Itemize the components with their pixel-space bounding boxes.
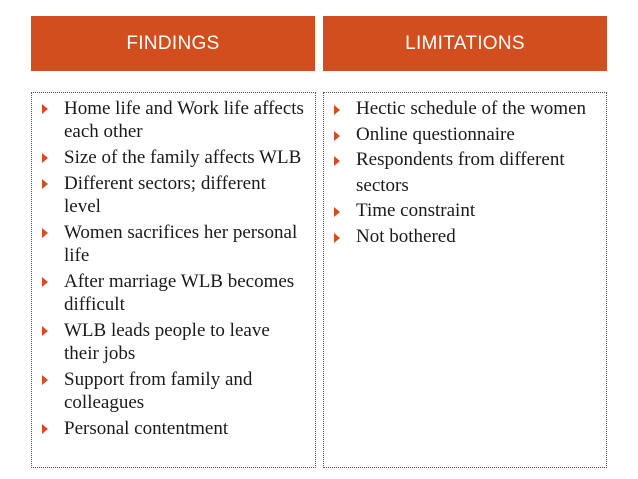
limitations-list (324, 93, 606, 249)
list-item (32, 270, 307, 316)
list-item-text: Home life and Work life affects each other (64, 98, 304, 142)
list-item (32, 172, 307, 218)
bullet-triangle-icon (42, 228, 48, 238)
list-item-text: Different sectors; different level (64, 173, 266, 217)
list-item-text: Respondents from different sectors (356, 149, 565, 196)
findings-box (31, 92, 316, 468)
list-item (32, 417, 307, 440)
list-item-text: Online questionnaire (356, 123, 515, 145)
findings-title: FINDINGS (126, 32, 220, 54)
bullet-triangle-icon (334, 233, 340, 243)
list-item (324, 147, 598, 198)
list-item (32, 146, 307, 169)
findings-list (32, 93, 315, 440)
findings-header (31, 16, 315, 71)
list-item (32, 368, 307, 414)
bullet-triangle-icon (42, 424, 48, 434)
list-item (32, 221, 307, 267)
bullet-triangle-icon (42, 153, 48, 163)
bullet-triangle-icon (42, 104, 48, 114)
limitations-header (323, 16, 607, 71)
list-item-text: Time constraint (356, 200, 476, 221)
list-item-text: Hectic schedule of the women (356, 98, 587, 119)
list-item-text: Not bothered (356, 225, 456, 247)
list-item (324, 122, 598, 148)
list-item-text: After marriage WLB becomes difficult (64, 271, 295, 315)
limitations-box (323, 92, 607, 468)
bullet-triangle-icon (42, 277, 48, 287)
list-item (324, 224, 598, 250)
bullet-triangle-icon (42, 326, 48, 336)
bullet-triangle-icon (42, 179, 48, 189)
limitations-title: LIMITATIONS (405, 32, 525, 54)
bullet-triangle-icon (334, 131, 340, 141)
list-item (32, 319, 307, 365)
list-item-text: Support from family and colleagues (64, 369, 253, 413)
list-item (32, 97, 307, 143)
bullet-triangle-icon (334, 156, 340, 166)
list-item (324, 198, 598, 224)
list-item-text: Women sacrifices her personal life (64, 222, 298, 266)
list-item-text: Personal contentment (64, 418, 229, 439)
list-item-text: WLB leads people to leave their jobs (64, 320, 270, 364)
bullet-triangle-icon (42, 375, 48, 385)
list-item-text: Size of the family affects WLB (64, 147, 302, 168)
list-item (324, 96, 598, 122)
bullet-triangle-icon (334, 105, 340, 115)
bullet-triangle-icon (334, 207, 340, 217)
